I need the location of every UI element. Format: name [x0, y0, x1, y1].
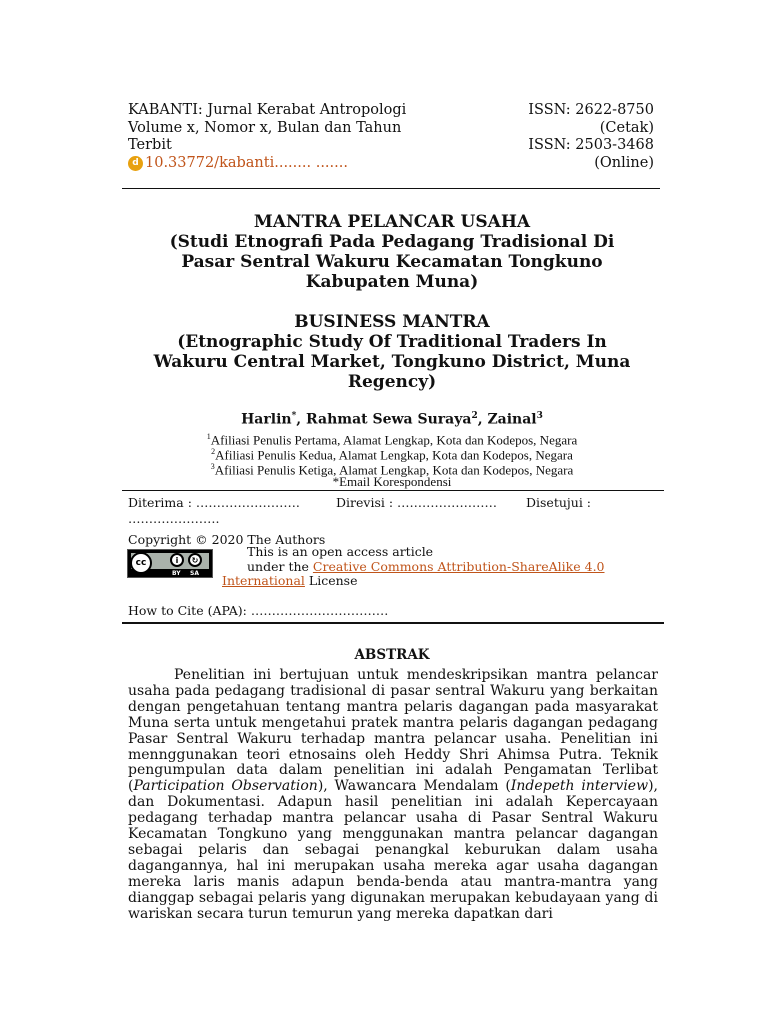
license-text	[222, 545, 662, 589]
cc-icon: cc	[130, 552, 152, 574]
author-1-sup: *	[291, 411, 297, 421]
title-en-line3: Wakuru Central Market, Tongkuno District, Muna	[153, 352, 631, 372]
license-line3	[222, 574, 662, 589]
abstract-seg2: ), Wawancara Mendalam (	[317, 778, 511, 795]
affiliation-1-text: Afiliasi Penulis Pertama, Alamat Lengkap, Kota dan Kodepos, Negara	[210, 432, 578, 448]
license-line1: This is an open access article	[247, 544, 434, 559]
title-id-line1: MANTRA PELANCAR USAHA	[253, 212, 531, 232]
header-divider	[122, 188, 660, 189]
issn-block	[500, 102, 654, 172]
affiliation-3-text: Afiliasi Penulis Ketiga, Alamat Lengkap, Kota dan Kodepos, Negara	[214, 462, 574, 478]
license-suffix: License	[304, 573, 358, 588]
journal-name: KABANTI: Jurnal Kerabat Antropologi	[128, 102, 407, 118]
date-received: Diterima : …………………….	[128, 495, 300, 510]
title-en-line2: (Etnographic Study Of Traditional Traders In	[177, 332, 607, 352]
author-3: , Zainal	[477, 411, 537, 428]
affiliation-2-text: Afiliasi Penulis Kedua, Alamat Lengkap, Kota dan Kodepos, Negara	[215, 447, 573, 463]
author-2-sup: 2	[471, 411, 478, 421]
badge-by-label: BY	[172, 570, 181, 577]
submission-dates	[128, 495, 658, 527]
affiliation-2-sup: 2	[211, 447, 216, 456]
title-id-line3: Pasar Sentral Wakuru Kecamatan Tongkuno	[181, 252, 603, 272]
author-2: , Rahmat Sewa Suraya	[296, 411, 472, 428]
doi-link[interactable]: 10.33772/kabanti........ .......	[145, 154, 348, 171]
license-link-cont[interactable]: International	[222, 573, 305, 588]
cite-divider	[122, 622, 664, 624]
abstract-ital1: Participation Observation	[133, 778, 318, 795]
title-en-line1: BUSINESS MANTRA	[294, 312, 490, 332]
cc-by-sa-badge	[127, 549, 213, 578]
copyright: Copyright © 2020 The Authors	[128, 532, 326, 547]
title-english	[122, 312, 662, 392]
date-accepted-value: ………………….	[128, 511, 220, 526]
abstract-heading: ABSTRAK	[354, 647, 430, 663]
doi-icon: d	[128, 156, 143, 171]
date-accepted: Disetujui :	[526, 495, 592, 510]
corresponding-email-note: *Email Korespondensi	[332, 474, 452, 489]
license-link[interactable]: Creative Commons Attribution-ShareAlike 4.0	[312, 558, 605, 574]
author-3-sup: 3	[536, 411, 543, 421]
how-to-cite: How to Cite (APA): ……………………………	[128, 603, 389, 618]
abstract-ital2: Indepeth interview	[510, 778, 649, 795]
author-list	[122, 411, 662, 428]
title-indonesian	[122, 212, 662, 292]
license-prefix: under the	[247, 558, 313, 574]
license-line2	[222, 560, 662, 575]
affil-divider	[122, 490, 664, 491]
abstract-body	[128, 668, 658, 923]
journal-volume: Volume x, Nomor x, Bulan dan Tahun	[128, 119, 402, 136]
issn-online-label: (Online)	[594, 154, 654, 171]
date-revised: Direvisi : ……………………	[336, 495, 498, 510]
affiliation-1-sup: 1	[206, 432, 211, 441]
issn-print-label: (Cetak)	[599, 119, 654, 136]
author-1: Harlin	[241, 411, 292, 428]
doi-row	[128, 155, 458, 173]
journal-header	[128, 102, 458, 172]
issn-print: ISSN: 2622-8750	[528, 102, 654, 118]
abstract-seg1: Penelitian ini bertujuan untuk mendeskripsikan mantra pelancar usaha pada pedagang tradisional di pasar sentral Wakuru yang berkaitan dengan pengetahuan tentang mantra pelaris dagangan pada masyarakat Muna serta untuk mengetahui pratek mantra pelaris dagangan pedagang Pasar Sentral Wakuru terhadap mantra pelancar usaha. Penelitian ini mennggunakan teori etnosains oleh Heddy Shri Ahimsa Putra. Teknik pengumpulan data dalam penelitian ini adalah Pengamatan Terlibat (	[128, 667, 658, 795]
abstract-seg3: ), dan Dokumentasi. Adapun hasil penelitian ini adalah Kepercayaan pedagang terhadap mantra pelancar usaha di Pasar Sentral Wakuru Kecamatan Tongkuno yang menggunakan mantra pelancar dagangan sebagai pelaris dan sebagai penangkal keburukan dalam usaha dagangannya, hal ini merupakan usaha mereka agar usaha dagangan mereka laris manis adapun benda-benda atau mantra-mantra yang dianggap sebagai pelaris yang digunakan merupakan kebudayaan yang di wariskan secara turun temurun yang mereka dapatkan dari	[128, 778, 658, 922]
title-en-line4: Regency)	[347, 372, 437, 392]
journal-volume-cont: Terbit	[128, 137, 172, 153]
affiliation-3-sup: 3	[210, 462, 215, 471]
by-icon: i	[170, 553, 184, 567]
badge-sa-label: SA	[190, 570, 199, 577]
issn-online: ISSN: 2503-3468	[528, 137, 654, 153]
title-id-line4: Kabupaten Muna)	[305, 272, 479, 292]
title-id-line2: (Studi Etnografi Pada Pedagang Tradisional Di	[169, 232, 615, 252]
sa-icon: ↻	[188, 553, 202, 567]
